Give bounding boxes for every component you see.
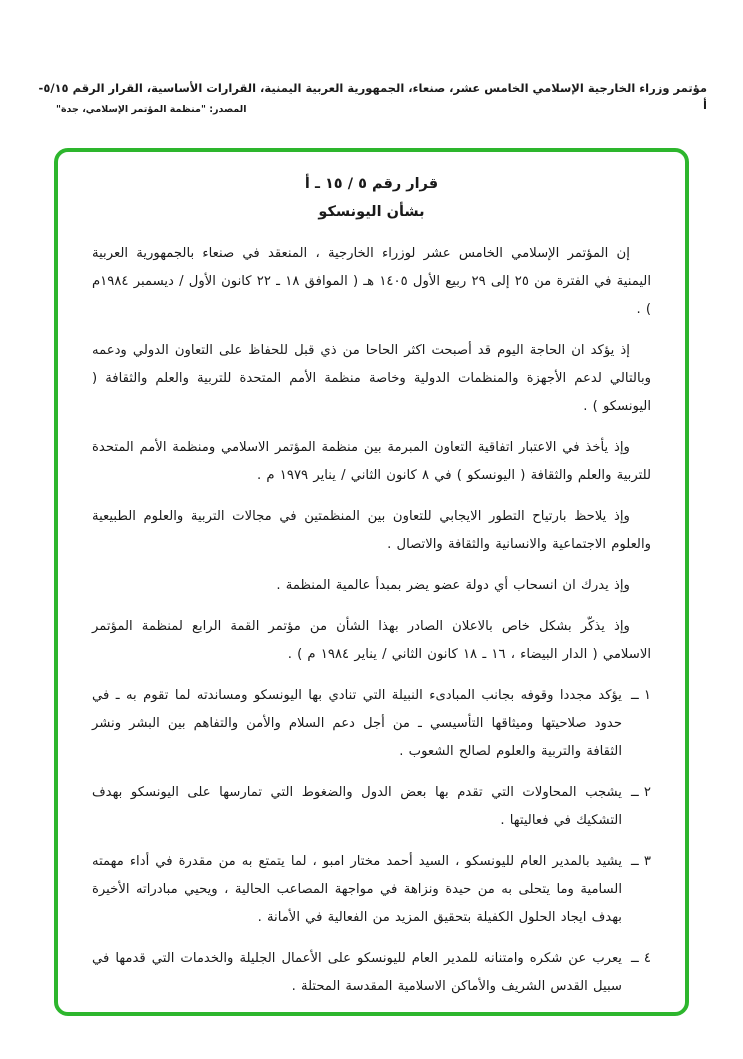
resolution-item (92, 945, 651, 1001)
preamble-paragraph: إذ يؤكد ان الحاجة اليوم قد أصبحت اكثر الحاحا من ذي قبل للحفاظ على التعاون الدولي ودعمه وبالتالي لدعم الأجهزة والمنظمات الدولية وخاصة منظمة الأمم المتحدة للتربية والعلم والثقافة ( اليونسكو ) . (92, 342, 651, 414)
preamble-paragraph: وإذ يلاحظ بارتياح التطور الايجابي للتعاون بين المنظمتين في مجالات التربية والعلوم الطبيعية والعلوم الاجتماعية والانسانية والثقافة والاتصال . (92, 508, 651, 552)
item-number: ١ ــ (630, 687, 651, 703)
item-text: يشيد بالمدير العام لليونسكو ، السيد أحمد مختار امبو ، لما يتمتع به من مقدرة في أداء مهمته السامية وما يتحلى به من حيدة ونزاهة في مواجهة المصاعب الحالية ، ويحيي مبادراته الأخيرة بهدف ايجاد الحلول الكفيلة بتحقيق المزيد من الفعالية في الأمانة . (92, 853, 622, 925)
document-source-line: المصدر: "منظمة المؤتمر الإسلامي، جدة" (56, 104, 247, 115)
resolution-green-box (54, 148, 689, 1016)
preamble-paragraph: وإذ يدرك ان انسحاب أي دولة عضو يضر بمبدأ عالمية المنظمة . (276, 577, 630, 593)
resolution-item (92, 682, 651, 766)
resolution-title: قرار رقم ٥ / ١٥ ـ أ (304, 176, 439, 192)
item-number: ٢ ــ (630, 784, 651, 800)
resolution-subtitle: بشأن اليونسكو (318, 204, 425, 220)
preamble-paragraph: وإذ يذكّر بشكل خاص بالاعلان الصادر بهذا الشأن من مؤتمر القمة الرابع لمنظمة المؤتمر الاسلامي ( الدار البيضاء ، ١٦ ـ ١٨ كانون الثاني / يناير ١٩٨٤ م ) . (92, 618, 651, 662)
resolution-item (92, 848, 651, 932)
document-header-line: مؤتمر وزراء الخارجية الإسلامي الخامس عشر، صنعاء، الجمهورية العربية اليمنية، القرارات الأساسية، القرار الرقم ٥/١٥-أ (38, 81, 707, 113)
item-number: ٣ ــ (630, 853, 651, 869)
item-number: ٤ ــ (630, 950, 651, 966)
item-text: يعرب عن شكره وامتنانه للمدير العام لليونسكو على الأعمال الجليلة والخدمات التي قدمها في سبيل القدس الشريف والأماكن الاسلامية المقدسة المحتلة . (92, 950, 622, 994)
preamble-paragraph: وإذ يأخذ في الاعتبار اتفاقية التعاون المبرمة بين منظمة المؤتمر الاسلامي ومنظمة الأمم المتحدة للتربية والعلم والثقافة ( اليونسكو ) في ٨ كانون الثاني / يناير ١٩٧٩ م . (92, 439, 651, 483)
item-text: يشجب المحاولات التي تقدم بها بعض الدول والضغوط التي تمارسها على اليونسكو بهدف التشكيك في فعاليتها . (92, 784, 622, 828)
preamble-paragraph: إن المؤتمر الإسلامي الخامس عشر لوزراء الخارجية ، المنعقد في صنعاء بالجمهورية العربية اليمنية في الفترة من ٢٥ إلى ٢٩ ربيع الأول ١٤٠٥ هـ ( الموافق ١٨ ـ ٢٢ كانون الأول / ديسمبر ١٩٨٤م ) . (92, 246, 651, 317)
resolution-item (92, 779, 651, 835)
item-text: يؤكد مجددا وقوفه بجانب المبادىء النبيلة التي تنادي بها اليونسكو ومساندته لما تقوم به ـ في حدود صلاحيتها وميثاقها التأسيسي ـ من أجل دعم السلام والأمن والتفاهم بين البشر ونشر الثقافة والتربية والعلوم لصالح الشعوب . (92, 687, 622, 759)
